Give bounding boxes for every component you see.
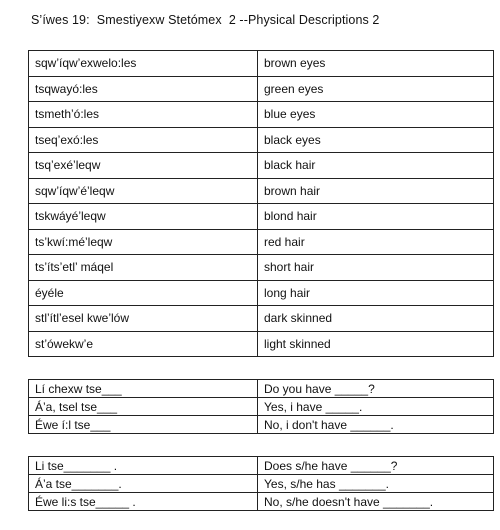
questions-they-table	[28, 456, 494, 511]
vocabulary-table	[28, 50, 494, 357]
vocabulary-row	[29, 51, 494, 77]
english-cell: short hair	[258, 255, 494, 281]
halkomelem-cell: ts’kwí:mé’leqw	[29, 229, 258, 255]
question-row	[29, 457, 494, 475]
english-cell: green eyes	[258, 76, 494, 102]
english-cell: brown hair	[258, 178, 494, 204]
english-cell: black hair	[258, 153, 494, 179]
english-cell: Do you have _____?	[258, 380, 494, 398]
questions-you-table	[28, 379, 494, 434]
question-row	[29, 416, 494, 434]
question-row	[29, 493, 494, 511]
vocabulary-row	[29, 153, 494, 179]
vocabulary-row	[29, 255, 494, 281]
halkomelem-cell: sqw’íqw’é’leqw	[29, 178, 258, 204]
english-cell: Does s/he have ______?	[258, 457, 494, 475]
vocabulary-row	[29, 204, 494, 230]
question-row	[29, 380, 494, 398]
halkomelem-cell: tskwáyé’leqw	[29, 204, 258, 230]
question-row	[29, 398, 494, 416]
halkomelem-cell: stl’ítl’esel kwe’lów	[29, 306, 258, 332]
halkomelem-cell: tsq’exé’leqw	[29, 153, 258, 179]
page-title: S’íwes 19: Smestiyexw Stetómex 2 --Physical Descriptions 2	[31, 13, 380, 27]
halkomelem-cell: Á’a, tsel tse___	[29, 398, 258, 416]
vocabulary-row	[29, 280, 494, 306]
halkomelem-cell: Li tse_______ .	[29, 457, 258, 475]
vocabulary-row	[29, 331, 494, 357]
english-cell: black eyes	[258, 127, 494, 153]
english-cell: dark skinned	[258, 306, 494, 332]
halkomelem-cell: ts’íts’etl’ máqel	[29, 255, 258, 281]
question-row	[29, 475, 494, 493]
vocabulary-row	[29, 102, 494, 128]
english-cell: Yes, i have _____.	[258, 398, 494, 416]
vocabulary-row	[29, 76, 494, 102]
vocabulary-row	[29, 127, 494, 153]
halkomelem-cell: Á’a tse_______.	[29, 475, 258, 493]
halkomelem-cell: sqw’íqw’exwelo:les	[29, 51, 258, 77]
english-cell: long hair	[258, 280, 494, 306]
halkomelem-cell: tsqwayó:les	[29, 76, 258, 102]
halkomelem-cell: Lí chexw tse___	[29, 380, 258, 398]
halkomelem-cell: Éwe li:s tse_____ .	[29, 493, 258, 511]
english-cell: Yes, s/he has _______.	[258, 475, 494, 493]
english-cell: light skinned	[258, 331, 494, 357]
halkomelem-cell: tsmeth’ó:les	[29, 102, 258, 128]
halkomelem-cell: éyéle	[29, 280, 258, 306]
english-cell: blond hair	[258, 204, 494, 230]
vocabulary-row	[29, 229, 494, 255]
vocabulary-row	[29, 178, 494, 204]
halkomelem-cell: tseq’exó:les	[29, 127, 258, 153]
halkomelem-cell: st’ówekw’e	[29, 331, 258, 357]
english-cell: red hair	[258, 229, 494, 255]
english-cell: No, s/he doesn't have _______.	[258, 493, 494, 511]
halkomelem-cell: Éwe í:l tse___	[29, 416, 258, 434]
vocabulary-row	[29, 306, 494, 332]
english-cell: brown eyes	[258, 51, 494, 77]
english-cell: No, i don't have ______.	[258, 416, 494, 434]
english-cell: blue eyes	[258, 102, 494, 128]
